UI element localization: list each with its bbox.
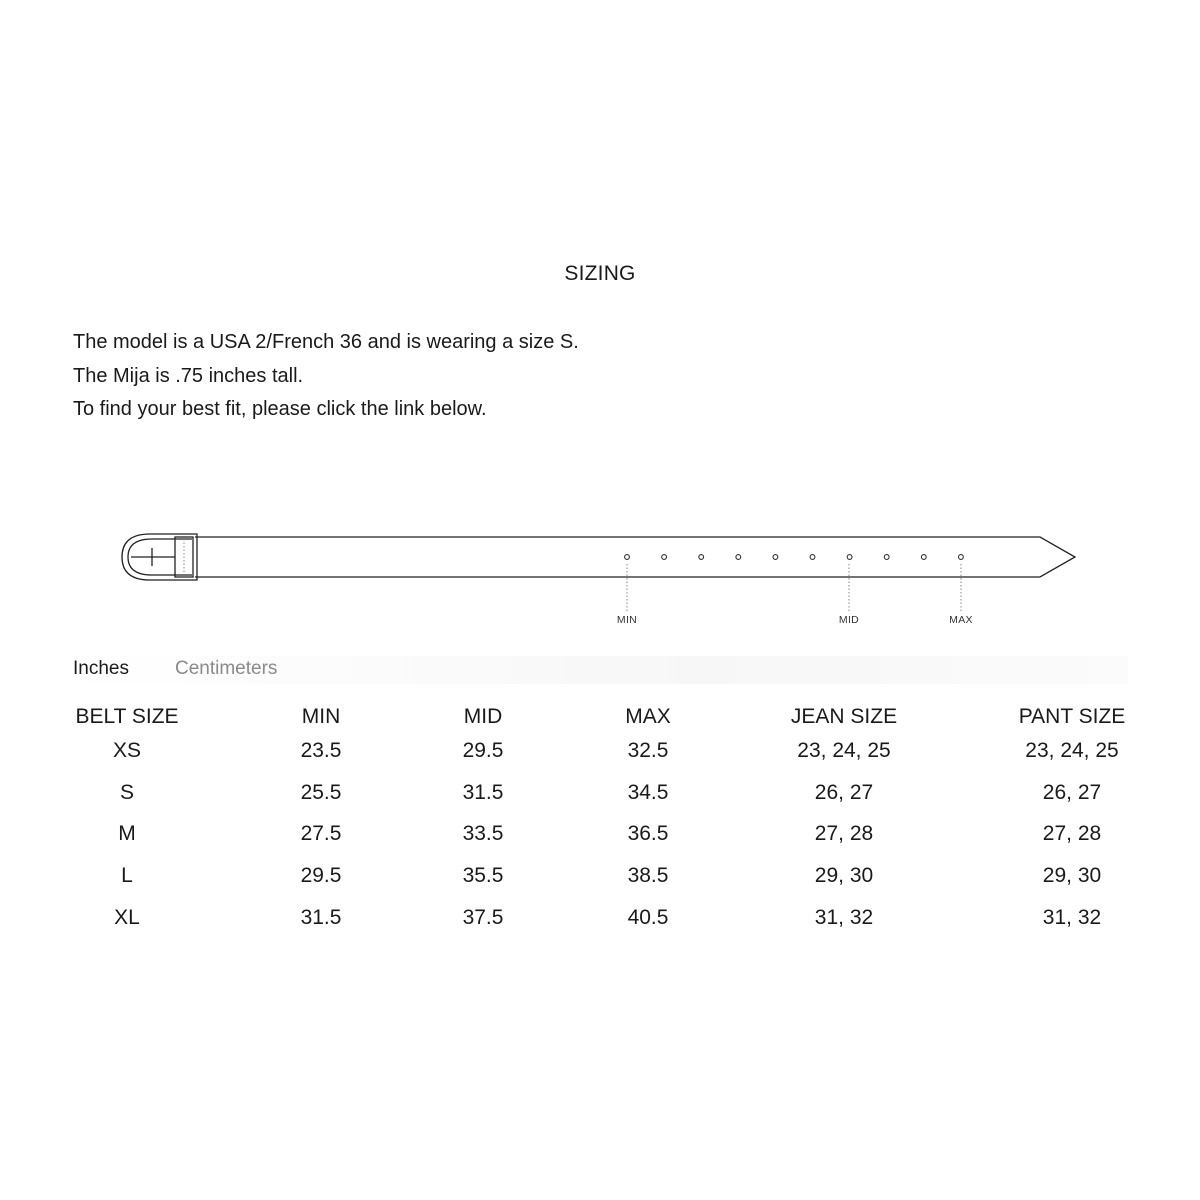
header-jean-size: JEAN SIZE (790, 705, 898, 728)
header-pant-size: PANT SIZE (1018, 705, 1126, 728)
belt-hole (736, 555, 741, 560)
max-cell: 40.5 (627, 905, 669, 929)
intro-line-model: The model is a USA 2/French 36 and is wearing a size S. (73, 331, 579, 353)
mid-cell: 33.5 (462, 822, 504, 846)
header-mid: MID (463, 705, 503, 728)
belt-size-cell: L (121, 864, 133, 888)
min-cell: 23.5 (300, 739, 342, 762)
header-min: MIN (301, 705, 341, 728)
max-cell: 36.5 (627, 822, 669, 846)
belt-strap (195, 537, 1075, 577)
belt-size-cell: XL (114, 905, 140, 929)
belt-hole (773, 555, 778, 560)
pant-size-cell: 29, 30 (1042, 864, 1102, 888)
intro-line-fit: To find your best fit, please click the link below. (73, 398, 487, 420)
max-label: MAX (949, 614, 973, 626)
page-title: SIZING (564, 262, 636, 285)
unit-toggle (60, 656, 1128, 684)
jean-size-cell: 27, 28 (814, 822, 874, 846)
jean-size-cell: 23, 24, 25 (797, 739, 891, 762)
mid-cell: 35.5 (462, 864, 504, 888)
min-cell: 27.5 (300, 822, 342, 846)
mid-cell: 37.5 (462, 905, 504, 929)
belt-hole (810, 555, 815, 560)
min-label: MIN (616, 614, 638, 626)
belt-hole (625, 555, 630, 560)
table-header-row (0, 705, 1200, 735)
intro-text (73, 326, 579, 427)
min-cell: 31.5 (300, 905, 342, 929)
table-row (0, 781, 1200, 811)
mid-cell: 29.5 (462, 739, 504, 762)
belt-hole (699, 555, 704, 560)
min-cell: 29.5 (300, 864, 342, 888)
pant-size-cell: 23, 24, 25 (1025, 739, 1119, 762)
mid-label: MID (838, 614, 860, 626)
pant-size-cell: 31, 32 (1042, 905, 1102, 929)
belt-hole (921, 555, 926, 560)
intro-line-height: The Mija is .75 inches tall. (73, 364, 304, 387)
max-cell: 38.5 (627, 864, 669, 888)
belt-diagram (0, 520, 1200, 660)
jean-size-cell: 31, 32 (814, 905, 874, 929)
pant-size-cell: 26, 27 (1042, 780, 1102, 804)
jean-size-cell: 29, 30 (814, 864, 874, 888)
table-row (0, 822, 1200, 852)
mid-cell: 31.5 (462, 780, 504, 804)
table-row (0, 739, 1200, 769)
belt-size-cell: XS (112, 739, 142, 762)
header-max: MAX (625, 705, 671, 728)
belt-hole (884, 555, 889, 560)
belt-hole (847, 555, 852, 560)
max-cell: 32.5 (627, 739, 669, 762)
belt-hole (662, 555, 667, 560)
belt-size-cell: M (118, 822, 136, 846)
min-cell: 25.5 (300, 780, 342, 804)
pant-size-cell: 27, 28 (1042, 822, 1102, 846)
jean-size-cell: 26, 27 (814, 780, 874, 804)
belt-holes (625, 555, 964, 560)
belt-illustration (0, 520, 1200, 660)
header-belt-size: BELT SIZE (75, 705, 179, 728)
table-row (0, 906, 1200, 936)
tab-inches[interactable]: Inches (73, 658, 129, 679)
belt-hole (959, 555, 964, 560)
table-row (0, 864, 1200, 894)
max-cell: 34.5 (627, 780, 669, 804)
belt-size-cell: S (119, 780, 135, 804)
tab-centimeters[interactable]: Centimeters (175, 658, 278, 679)
